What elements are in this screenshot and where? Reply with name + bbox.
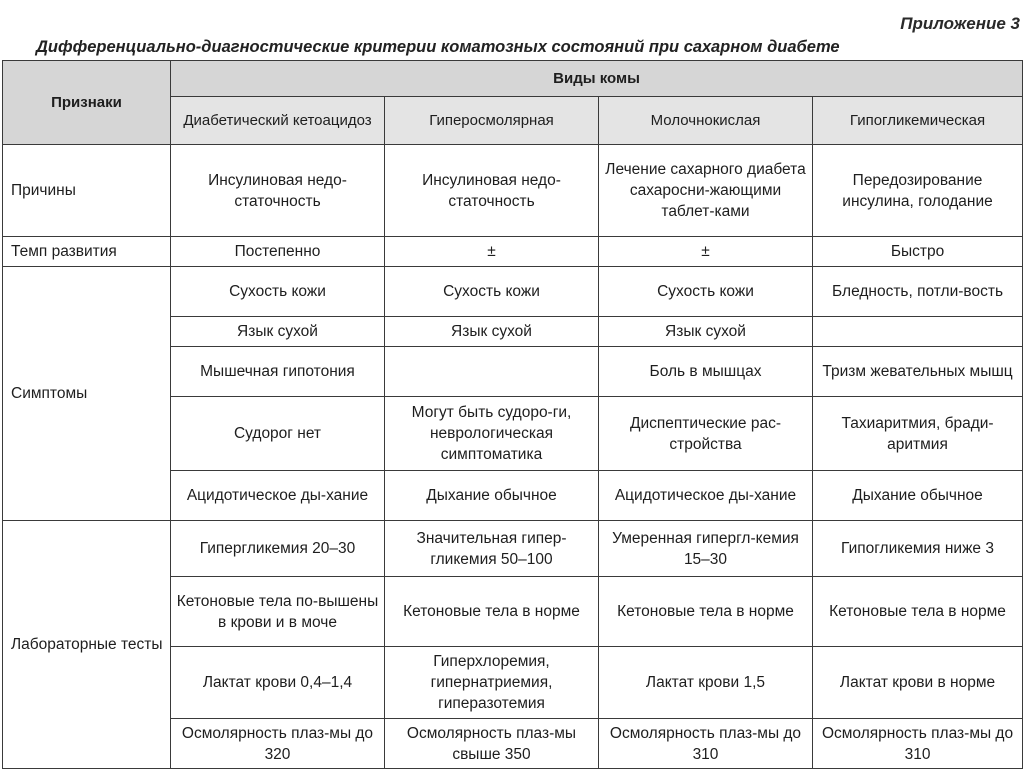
cell: Язык сухой	[171, 317, 385, 347]
cell: Осмолярность плаз-мы до 310	[599, 719, 813, 769]
cell: Ацидотическое ды-хание	[171, 471, 385, 521]
row-label-pace: Темп развития	[3, 237, 171, 267]
cell: Боль в мышцах	[599, 347, 813, 397]
cell: Быстро	[813, 237, 1023, 267]
col-header-hypoglycemic: Гипогликемическая	[813, 97, 1023, 145]
cell: Сухость кожи	[599, 267, 813, 317]
table-row-lab	[3, 521, 1023, 577]
row-label-lab: Лабораторные тесты	[3, 521, 171, 769]
signs-header: Признаки	[3, 61, 171, 145]
cell: Могут быть судоро-ги, неврологическая симптоматика	[385, 397, 599, 471]
cell: Инсулиновая недо-статочность	[171, 145, 385, 237]
header-row	[3, 61, 1023, 97]
cell	[385, 347, 599, 397]
cell: Сухость кожи	[171, 267, 385, 317]
coma-types-header: Виды комы	[171, 61, 1023, 97]
criteria-table	[2, 60, 1023, 769]
cell: Умеренная гипергл-кемия 15–30	[599, 521, 813, 577]
table-row-pace	[3, 237, 1023, 267]
cell: Сухость кожи	[385, 267, 599, 317]
cell	[813, 317, 1023, 347]
cell: Диспептические рас-стройства	[599, 397, 813, 471]
cell: ±	[385, 237, 599, 267]
cell: Кетоновые тела в норме	[599, 577, 813, 647]
cell: Ацидотическое ды-хание	[599, 471, 813, 521]
document-title: Дифференциально-диагностические критерии коматозных состояний при сахарном диабете	[36, 38, 840, 56]
col-header-lactic: Молочнокислая	[599, 97, 813, 145]
cell: Язык сухой	[599, 317, 813, 347]
cell: Передозирование инсулина, голодание	[813, 145, 1023, 237]
cell: Осмолярность плаз-мы свыше 350	[385, 719, 599, 769]
cell: Кетоновые тела в норме	[813, 577, 1023, 647]
cell: Мышечная гипотония	[171, 347, 385, 397]
cell: Лактат крови в норме	[813, 647, 1023, 719]
cell: Осмолярность плаз-мы до 320	[171, 719, 385, 769]
row-label-causes: Причины	[3, 145, 171, 237]
cell: Гиперхлоремия, гипернатриемия, гиперазотемия	[385, 647, 599, 719]
cell: Кетоновые тела в норме	[385, 577, 599, 647]
row-label-symptoms: Симптомы	[3, 267, 171, 521]
table-row-causes	[3, 145, 1023, 237]
cell: Инсулиновая недо-статочность	[385, 145, 599, 237]
cell: Тахиаритмия, бради-аритмия	[813, 397, 1023, 471]
cell: Тризм жевательных мышц	[813, 347, 1023, 397]
cell: Бледность, потли-вость	[813, 267, 1023, 317]
cell: Лечение сахарного диабета сахаросни-жающими таблет-ками	[599, 145, 813, 237]
cell: Лактат крови 0,4–1,4	[171, 647, 385, 719]
col-header-ketoacidosis: Диабетический кетоацидоз	[171, 97, 385, 145]
table-row-symptom	[3, 267, 1023, 317]
col-header-hyperosmolar: Гиперосмолярная	[385, 97, 599, 145]
appendix-label: Приложение 3	[900, 14, 1020, 33]
cell: Лактат крови 1,5	[599, 647, 813, 719]
cell: Постепенно	[171, 237, 385, 267]
cell: Гипергликемия 20–30	[171, 521, 385, 577]
cell: Язык сухой	[385, 317, 599, 347]
cell: Судорог нет	[171, 397, 385, 471]
cell: ±	[599, 237, 813, 267]
cell: Дыхание обычное	[385, 471, 599, 521]
cell: Осмолярность плаз-мы до 310	[813, 719, 1023, 769]
cell: Кетоновые тела по-вышены в крови и в моче	[171, 577, 385, 647]
cell: Гипогликемия ниже 3	[813, 521, 1023, 577]
cell: Значительная гипер-гликемия 50–100	[385, 521, 599, 577]
cell: Дыхание обычное	[813, 471, 1023, 521]
